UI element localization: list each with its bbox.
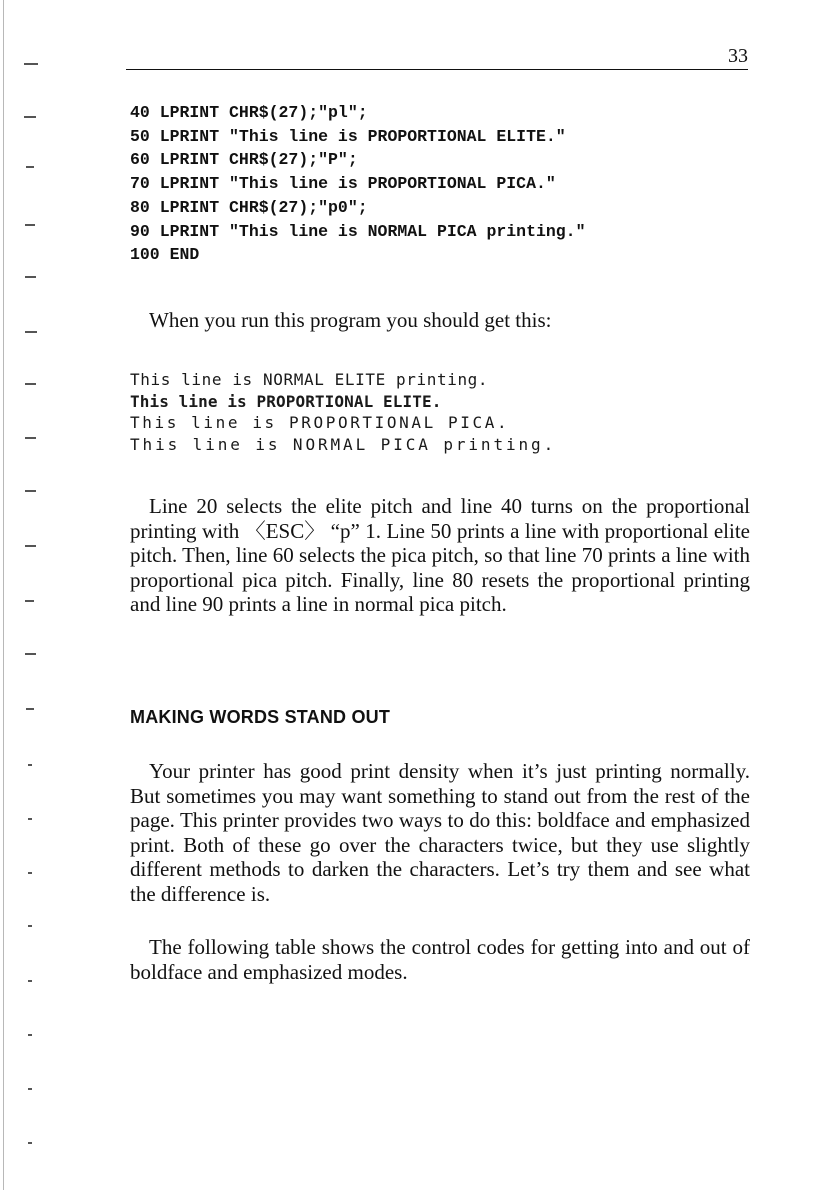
margin-mark — [28, 1088, 32, 1090]
margin-mark — [25, 224, 35, 226]
section-heading: MAKING WORDS STAND OUT — [130, 707, 391, 727]
intro-paragraph — [130, 308, 750, 333]
header-rule — [126, 69, 748, 70]
section-paragraph-1-text: Your printer has good print density when it’s just printing normally. But sometimes you may want something to stand out from the rest of the page. This printer provides two ways to do this: boldface and emphasized print. Both of these go over the characters twice, but they use slightly different methods to darken the characters. Let’s try them and see what the difference is. — [130, 759, 750, 906]
output-line-proportional-elite: This line is PROPORTIONAL ELITE. — [130, 391, 442, 411]
margin-mark — [25, 383, 36, 385]
margin-mark — [28, 818, 32, 820]
margin-mark — [25, 490, 36, 492]
margin-mark — [25, 600, 34, 602]
margin-mark — [28, 925, 32, 927]
section-paragraph-1 — [130, 759, 750, 906]
margin-mark — [24, 63, 38, 65]
intro-text: When you run this program you should get this: — [149, 308, 552, 332]
margin-mark — [28, 764, 32, 766]
explanation-text: Line 20 selects the elite pitch and line 40 turns on the proportional printing with 〈ESC〉 “p” 1. Line 50 prints a line with proportional elite pitch. Then, line 60 selects the pica pitch, so that line 70 prints a line with proportional pica pitch. Finally, line 80 resets the proportional printing and line 90 prints a line in normal pica pitch. — [130, 494, 750, 616]
margin-mark — [26, 166, 34, 168]
explanation-paragraph — [130, 494, 750, 617]
margin-mark — [26, 708, 34, 710]
code-line: 60 LPRINT CHR$(27);"P"; — [130, 150, 358, 170]
margin-mark — [24, 116, 36, 118]
margin-mark — [25, 653, 36, 655]
margin-mark — [25, 437, 36, 439]
section-paragraph-2 — [130, 935, 750, 984]
section-paragraph-2-text: The following table shows the control codes for getting into and out of boldface and emphasized modes. — [130, 935, 750, 984]
margin-mark — [25, 545, 36, 547]
output-line-normal-pica: This line is NORMAL PICA printing. — [130, 434, 557, 454]
code-listing — [130, 101, 585, 267]
code-line: 90 LPRINT "This line is NORMAL PICA printing." — [130, 221, 586, 241]
code-line: 40 LPRINT CHR$(27);"pl"; — [130, 103, 368, 122]
output-line-normal-elite: This line is NORMAL ELITE printing. — [130, 370, 489, 389]
margin-mark — [28, 1034, 32, 1036]
margin-mark — [28, 872, 32, 874]
page-number: 33 — [728, 45, 748, 67]
code-line: 80 LPRINT CHR$(27);"p0"; — [130, 197, 368, 217]
margin-mark — [25, 331, 37, 333]
code-line: 100 END — [130, 245, 200, 265]
margin-mark — [25, 276, 36, 278]
margin-mark — [28, 1142, 32, 1144]
code-line: 50 LPRINT "This line is PROPORTIONAL ELITE." — [130, 126, 566, 146]
output-line-proportional-pica: This line is PROPORTIONAL PICA. — [130, 413, 510, 433]
code-line: 70 LPRINT "This line is PROPORTIONAL PICA." — [130, 174, 556, 194]
printer-output-sample — [130, 369, 556, 455]
binding-margin-marks — [0, 0, 50, 1190]
margin-mark — [28, 980, 32, 982]
page-edge-line — [3, 0, 4, 1190]
